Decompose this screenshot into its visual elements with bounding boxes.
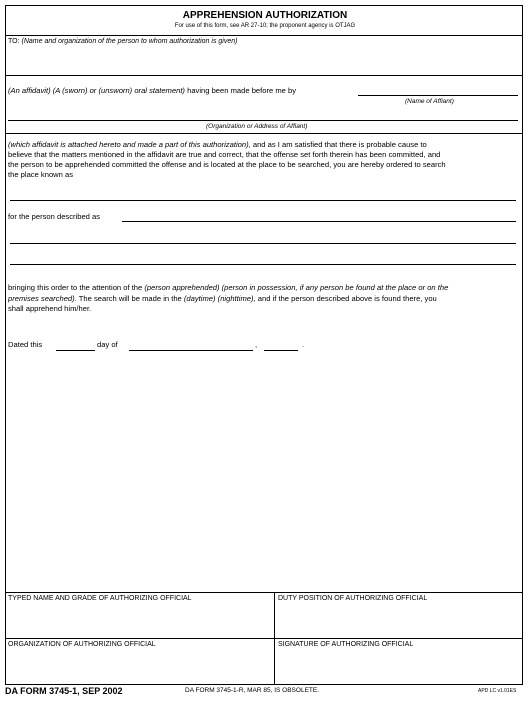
person-field-3[interactable]: [10, 264, 516, 265]
para2-p2-italic: premises searched).: [8, 294, 77, 303]
dated-day-field[interactable]: [56, 350, 95, 351]
para2-p2-text: The search will be made in the: [78, 294, 182, 303]
obsolete-note: DA FORM 3745-1-R, MAR 85, IS OBSOLETE.: [185, 687, 320, 694]
typed-name-label: TYPED NAME AND GRADE OF AUTHORIZING OFFICIAL: [8, 595, 192, 602]
para1-line1: [8, 140, 427, 150]
place-field[interactable]: [10, 200, 516, 201]
form-title: APPREHENSION AUTHORIZATION: [182, 10, 348, 21]
person-field-2[interactable]: [10, 243, 516, 244]
signature-label: SIGNATURE OF AUTHORIZING OFFICIAL: [278, 641, 414, 648]
to-divider: [5, 75, 523, 76]
affidavit-lead: [8, 86, 296, 96]
duty-position-field[interactable]: [278, 605, 518, 635]
form-frame: [5, 5, 523, 685]
para1-italic: (which affidavit is attached hereto and made a part of this authorization),: [8, 140, 251, 149]
para2-line1: [8, 283, 448, 293]
person-field-1[interactable]: [122, 221, 516, 222]
para1-line3: the person to be apprehended committed the offense and is located at the place to be searched, you are hereby ordered to search: [8, 160, 446, 169]
to-field[interactable]: [8, 47, 518, 71]
header-divider: [5, 35, 523, 36]
duty-position-label: DUTY POSITION OF AUTHORIZING OFFICIAL: [278, 595, 428, 602]
typed-name-field[interactable]: [8, 605, 270, 635]
organization-field[interactable]: [8, 651, 270, 681]
para2-p2-text2: and if the person described above is found there, you: [257, 294, 437, 303]
dated-period: .: [302, 340, 305, 349]
affiant-name-caption: (Name of Affiant): [405, 98, 454, 105]
para2-line3: shall apprehend him/her.: [8, 304, 92, 313]
para2-p1: bringing this order to the attention of the: [8, 283, 143, 292]
to-label: TO:: [8, 38, 20, 45]
signature-field[interactable]: [278, 651, 518, 681]
sig-block-top: [5, 592, 523, 593]
affidavit-lead-italic: (An affidavit) (A (sworn) or (unsworn) oral statement): [8, 86, 185, 95]
dated-month-field[interactable]: [129, 350, 253, 351]
affiant-org-field[interactable]: [8, 120, 518, 121]
to-hint: (Name and organization of the person to whom authorization is given): [21, 38, 238, 45]
para2-p1-italic: (person apprehended) (person in possession, if any person be found at the place or on the: [144, 283, 449, 292]
day-of-label: day of: [97, 340, 118, 349]
para1-line1-rest: and as I am satisfied that there is probable cause to: [252, 140, 427, 149]
dated-year-field[interactable]: [264, 350, 298, 351]
affidavit-lead-text: having been made before me by: [187, 86, 297, 95]
affiant-name-field[interactable]: [358, 95, 518, 96]
para2-line2: [8, 294, 437, 304]
para1-line4: the place known as: [8, 170, 74, 179]
dated-comma: ,: [255, 340, 258, 349]
form-number: DA FORM 3745-1, SEP 2002: [5, 686, 123, 696]
person-label: for the person described as: [8, 212, 101, 221]
para2-p2-italic2: (daytime) (nighttime),: [183, 294, 256, 303]
dated-label: Dated this: [8, 340, 43, 349]
affiant-org-caption: (Organization or Address of Affiant): [206, 123, 308, 130]
affidavit-divider: [5, 133, 523, 134]
form-subtitle: For use of this form, see AR 27-10; the proponent agency is OTJAG: [174, 23, 356, 29]
sig-block-divider: [274, 592, 275, 685]
sig-block-mid: [5, 638, 523, 639]
para1-line2: believe that the matters mentioned in the affidavit are true and correct, that the offense set forth therein has been committed, and: [8, 150, 441, 159]
version-label: APD LC v1.01ES: [478, 688, 517, 694]
to-section: [8, 38, 237, 45]
organization-label: ORGANIZATION OF AUTHORIZING OFFICIAL: [8, 641, 156, 648]
